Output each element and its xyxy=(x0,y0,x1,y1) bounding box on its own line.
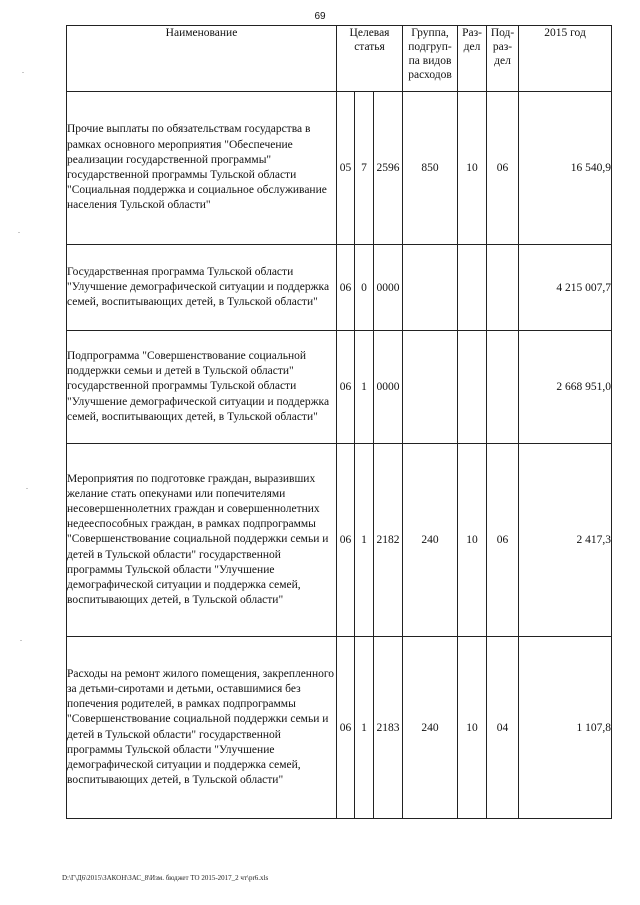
row-section xyxy=(458,331,487,444)
row-cs1: 06 xyxy=(337,331,355,444)
row-cs1: 05 xyxy=(337,92,355,245)
row-amount: 1 107,8 xyxy=(519,637,612,819)
row-cs2: 1 xyxy=(355,331,374,444)
row-cs3: 0000 xyxy=(374,331,403,444)
row-name: Государственная программа Тульской области "Улучшение демографической ситуации и поддержка семей, воспитывающих детей, в Тульской области" xyxy=(67,245,337,331)
row-group: 240 xyxy=(403,637,458,819)
header-subsection-label: Под- раз- дел xyxy=(490,27,515,67)
table-row xyxy=(67,331,612,444)
row-cs3: 2182 xyxy=(374,444,403,637)
row-group: 240 xyxy=(403,444,458,637)
budget-table xyxy=(66,25,612,819)
row-cs1: 06 xyxy=(337,637,355,819)
scan-speck xyxy=(22,72,24,73)
row-cs1: 06 xyxy=(337,245,355,331)
header-row xyxy=(67,26,612,92)
row-group: 850 xyxy=(403,92,458,245)
row-cs3: 0000 xyxy=(374,245,403,331)
scan-speck xyxy=(26,488,28,489)
header-section-label: Раз- дел xyxy=(462,27,482,53)
row-cs3: 2183 xyxy=(374,637,403,819)
header-name: Наименование xyxy=(67,26,337,92)
row-subsection: 04 xyxy=(487,637,519,819)
row-subsection xyxy=(487,245,519,331)
row-name: Прочие выплаты по обязательствам государства в рамках основного мероприятия "Обеспечение реализации государственной программы" государственной программы Тульской области "Социальная поддержка и социальное обслуживание населения Тульской области" xyxy=(67,92,337,245)
row-subsection: 06 xyxy=(487,92,519,245)
row-name: Мероприятия по подготовке граждан, выразивших желание стать опекунами или попечителями несовершеннолетних граждан и совершеннолетних недееспособных граждан, в рамках подпрограммы "Совершенствование социальной поддержки семьи и детей в Тульской области" государственной программы Тульской области "Улучшение демографической ситуации и поддержка семей, воспитывающих детей, в Тульской области" xyxy=(67,444,337,637)
row-amount: 2 417,3 xyxy=(519,444,612,637)
row-cs2: 1 xyxy=(355,637,374,819)
row-cs2: 1 xyxy=(355,444,374,637)
row-section: 10 xyxy=(458,92,487,245)
header-section xyxy=(458,26,487,92)
table-row xyxy=(67,444,612,637)
row-group xyxy=(403,331,458,444)
header-target-article-label: Целевая статья xyxy=(349,27,390,53)
file-path-footer: D:\Г\Д6\2015\ЗАКОН\ЗАС_8\Изм. бюджет ТО 2015-2017_2 чт\pr6.xls xyxy=(62,874,269,882)
row-group xyxy=(403,245,458,331)
header-year: 2015 год xyxy=(519,26,612,92)
row-cs1: 06 xyxy=(337,444,355,637)
row-cs3: 2596 xyxy=(374,92,403,245)
row-amount: 2 668 951,0 xyxy=(519,331,612,444)
header-subsection xyxy=(487,26,519,92)
scan-speck xyxy=(18,232,20,233)
row-cs2: 7 xyxy=(355,92,374,245)
header-expense-group xyxy=(403,26,458,92)
table-row xyxy=(67,637,612,819)
table-row xyxy=(67,92,612,245)
row-section xyxy=(458,245,487,331)
header-expense-group-label: Группа, подгруп- па видов расходов xyxy=(408,27,452,81)
table-row xyxy=(67,245,612,331)
row-section: 10 xyxy=(458,444,487,637)
row-subsection: 06 xyxy=(487,444,519,637)
page-number: 69 xyxy=(314,11,326,22)
row-cs2: 0 xyxy=(355,245,374,331)
row-name: Подпрограмма "Совершенствование социальной поддержки семьи и детей в Тульской области" государственной программы Тульской области "Улучшение демографической ситуации и поддержка семей, воспитывающих детей, в Тульской области" xyxy=(67,331,337,444)
row-name: Расходы на ремонт жилого помещения, закрепленного за детьми-сиротами и детьми, оставшимися без попечения родителей, в рамках подпрограммы "Совершенствование социальной поддержки семьи и детей в Тульской области" государственной программы Тульской области "Улучшение демографической ситуации и поддержка семей, воспитывающих детей, в Тульской области" xyxy=(67,637,337,819)
row-amount: 4 215 007,7 xyxy=(519,245,612,331)
row-section: 10 xyxy=(458,637,487,819)
header-target-article xyxy=(337,26,403,92)
row-amount: 16 540,9 xyxy=(519,92,612,245)
scan-speck xyxy=(20,640,22,641)
row-subsection xyxy=(487,331,519,444)
